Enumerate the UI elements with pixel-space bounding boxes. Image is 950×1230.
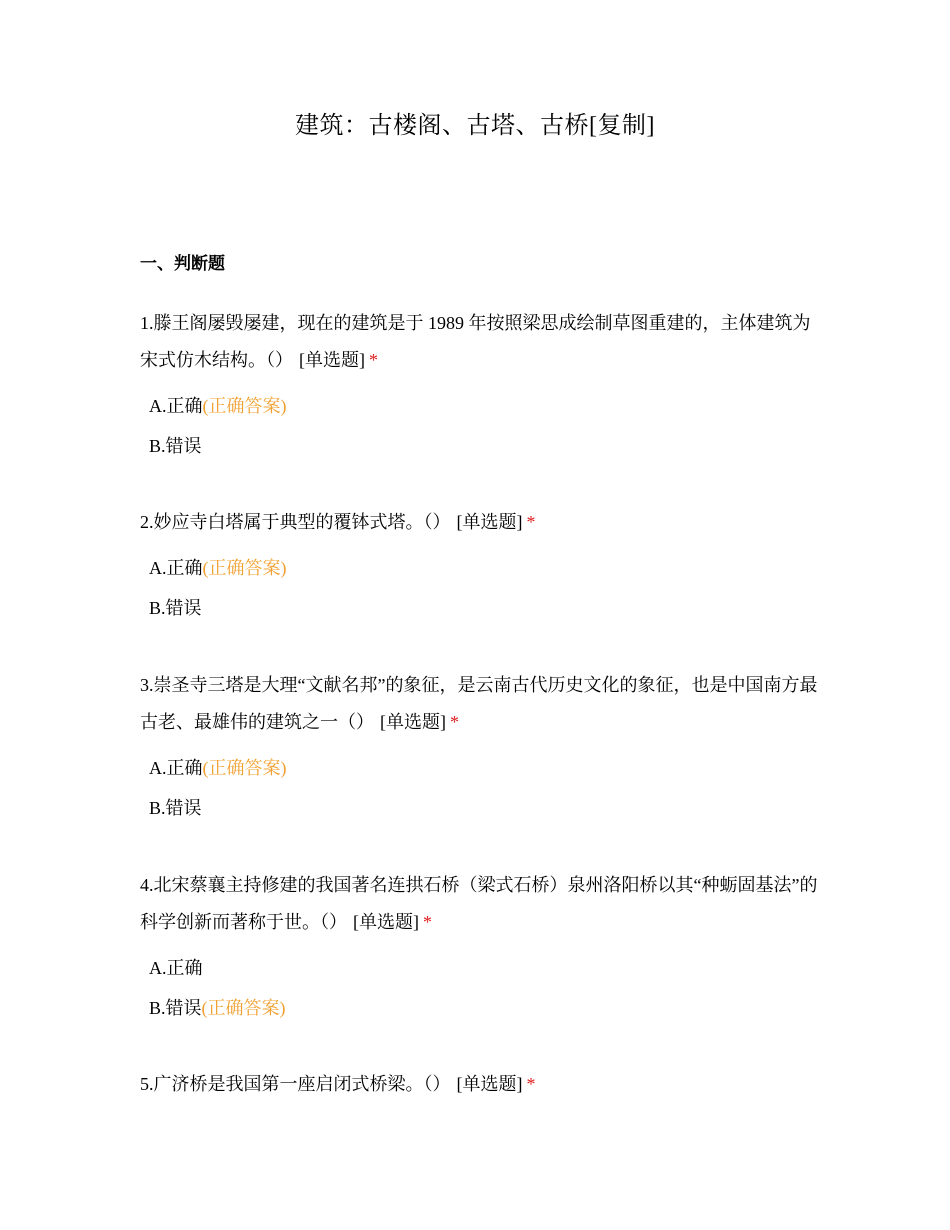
question-4-options [140, 948, 820, 1028]
option-a[interactable] [149, 948, 820, 988]
question-3-text [140, 667, 820, 741]
correct-answer-tag: (正确答案) [201, 998, 286, 1018]
question-1-type: [单选题] [299, 350, 365, 370]
option-label: B.错误 [149, 798, 202, 818]
option-b[interactable] [149, 988, 820, 1028]
question-4 [140, 867, 820, 1028]
question-1-text [140, 305, 820, 379]
correct-answer-tag: (正确答案) [202, 558, 287, 578]
section-heading: 一、判断题 [140, 254, 225, 274]
question-3-type: [单选题] [380, 712, 446, 732]
required-star: * [423, 912, 432, 932]
option-b[interactable] [149, 788, 820, 828]
question-1 [140, 305, 820, 466]
option-label: A.正确 [149, 396, 203, 416]
question-5-stem: 5.广济桥是我国第一座启闭式桥梁。（） [140, 1074, 451, 1094]
option-b[interactable] [149, 588, 820, 628]
question-3-stem: 3.崇圣寺三塔是大理“文献名邦”的象征，是云南古代历史文化的象征，也是中国南方最古老、最雄伟的建筑之一（） [140, 675, 818, 732]
question-2-text [140, 504, 820, 541]
option-label: B.错误 [149, 598, 202, 618]
question-2-stem: 2.妙应寺白塔属于典型的覆钵式塔。（） [140, 512, 451, 532]
option-label: A.正确 [149, 958, 203, 978]
required-star: * [526, 512, 536, 532]
question-1-stem: 1.滕王阁屡毁屡建，现在的建筑是于 1989 年按照梁思成绘制草图重建的，主体建筑为宋式仿木结构。（） [140, 313, 811, 370]
option-a[interactable] [149, 548, 820, 588]
question-5-type: [单选题] [456, 1074, 523, 1094]
question-5 [140, 1066, 820, 1103]
question-1-options [140, 386, 820, 466]
required-star: * [369, 350, 378, 370]
correct-answer-tag: (正确答案) [202, 758, 287, 778]
question-2-type: [单选题] [456, 512, 523, 532]
option-a[interactable] [149, 748, 820, 788]
option-label: B.错误 [149, 436, 202, 456]
question-3 [140, 667, 820, 828]
required-star: * [526, 1074, 536, 1094]
question-4-stem: 4.北宋蔡襄主持修建的我国著名连拱石桥（梁式石桥）泉州洛阳桥以其“种蛎固基法”的科学创新而著称于世。（） [140, 875, 818, 932]
correct-answer-tag: (正确答案) [202, 396, 287, 416]
question-2 [140, 504, 820, 628]
question-2-options [140, 548, 820, 628]
question-3-options [140, 748, 820, 828]
option-a[interactable] [149, 386, 820, 426]
question-4-type: [单选题] [353, 912, 419, 932]
option-label: A.正确 [149, 558, 203, 578]
question-4-text [140, 867, 820, 941]
option-b[interactable] [149, 426, 820, 466]
question-5-text [140, 1066, 820, 1103]
option-label: B.错误 [149, 998, 202, 1018]
option-label: A.正确 [149, 758, 203, 778]
required-star: * [450, 712, 459, 732]
page-title: 建筑：古楼阁、古塔、古桥[复制] [295, 113, 655, 139]
